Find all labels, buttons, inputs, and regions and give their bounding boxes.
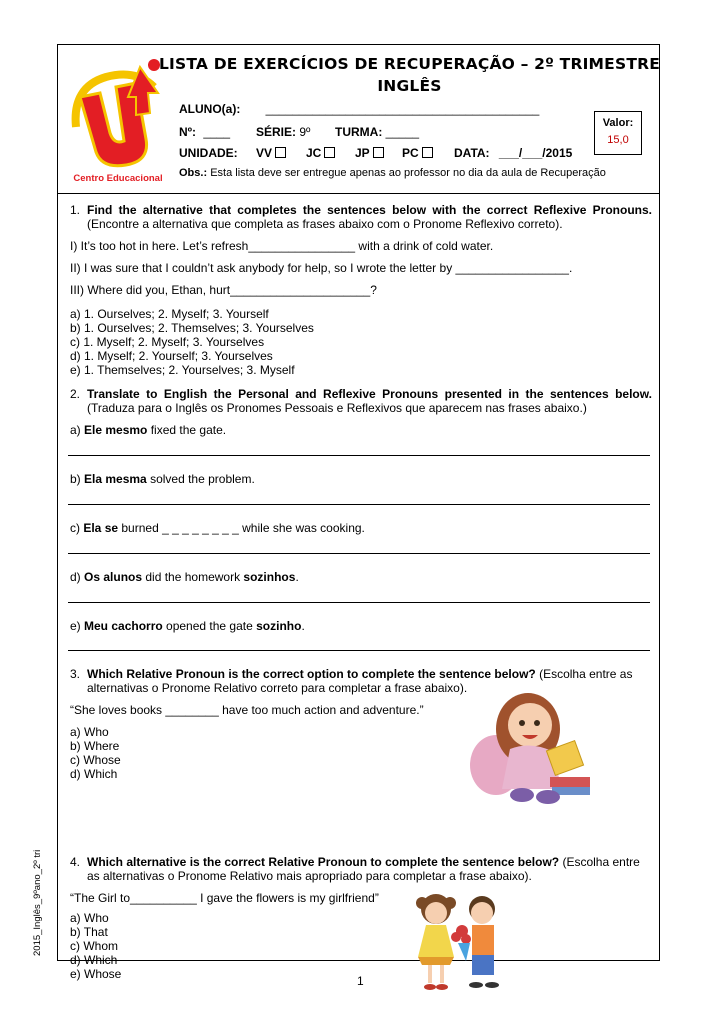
q4-option-c[interactable]: c) Whom: [70, 939, 118, 953]
q3-sentence: “She loves books ________ have too much action and adventure.”: [70, 703, 424, 717]
unit-option-vv[interactable]: VV: [256, 146, 286, 160]
q1-sentence-2: II) I was sure that I couldn’t ask anybody for help, so I wrote the letter by _________________.: [70, 261, 573, 275]
q4-option-a[interactable]: a) Who: [70, 911, 109, 925]
q4-prompt: Which alternative is the correct Relative Pronoun to complete the sentence below? (Escolha entre: [87, 855, 640, 869]
serie-label: SÉRIE:: [256, 125, 297, 139]
data-label: DATA:: [454, 146, 490, 160]
q2-item-b: b) Ela mesma solved the problem.: [70, 472, 255, 486]
q1-sentence-1: I) It’s too hot in here. Let’s refresh________________ with a drink of cold water.: [70, 239, 494, 253]
turma-row: [335, 125, 419, 139]
q3-number: 3.: [70, 667, 81, 681]
q1-option-b[interactable]: b) 1. Ourselves; 2. Themselves; 3. Yourselves: [70, 321, 314, 335]
q3-option-d[interactable]: d) Which: [70, 767, 118, 781]
kids-flowers-illustration: [400, 891, 520, 995]
checkbox-pc[interactable]: [422, 147, 433, 158]
aluno-field[interactable]: _________________________________________: [265, 102, 540, 116]
q4-option-b[interactable]: b) That: [70, 925, 108, 939]
unit-option-jp[interactable]: JP: [355, 146, 384, 160]
page-title: [158, 53, 661, 97]
answer-line-d[interactable]: [68, 602, 650, 603]
q1-option-e[interactable]: e) 1. Themselves; 2. Yourselves; 3. Myself: [70, 363, 295, 377]
q1-prompt: Find the alternative that completes the sentences below with the correct Reflexive Pronouns.: [87, 203, 652, 217]
q4-note: as alternativas o Pronome Relativo mais apropriado para completar a frase abaixo).: [87, 869, 532, 883]
title-line-1: LISTA DE EXERCÍCIOS DE RECUPERAÇÃO – 2º TRIMESTRE: [158, 55, 661, 73]
q1-option-a[interactable]: a) 1. Ourselves; 2. Myself; 3. Yourself: [70, 307, 269, 321]
numero-field[interactable]: ____: [203, 125, 231, 139]
page-number: 1: [357, 974, 364, 988]
turma-label: TURMA:: [335, 125, 383, 139]
girl-reading-illustration: [466, 685, 596, 809]
q4-sentence: “The Girl to__________ I gave the flowers is my girlfriend”: [70, 891, 379, 905]
answer-line-c[interactable]: [68, 553, 650, 554]
unit-option-pc[interactable]: PC: [402, 146, 433, 160]
valor-value: 15,0: [607, 134, 629, 146]
q1-note: (Encontre a alternativa que completa as frases abaixo com o Pronome Reflexivo correto).: [87, 217, 563, 231]
numero-label: Nº:: [179, 125, 197, 139]
checkbox-vv[interactable]: [275, 147, 286, 158]
svg-text:Centro Educacional: Centro Educacional: [73, 173, 163, 184]
data-field[interactable]: ___/___/2015: [498, 146, 573, 160]
title-line-2: INGLÊS: [377, 77, 442, 95]
answer-line-a[interactable]: [68, 455, 650, 456]
unit-option-jc[interactable]: JC: [306, 146, 335, 160]
numero-row: [179, 125, 230, 139]
school-logo: [66, 57, 170, 185]
side-file-label: 2015_Inglês_9ºano_2º tri: [32, 849, 43, 956]
q1-number: 1.: [70, 203, 81, 217]
q1-option-c[interactable]: c) 1. Myself; 2. Myself; 3. Yourselves: [70, 335, 265, 349]
checkbox-jp[interactable]: [373, 147, 384, 158]
q3-option-a[interactable]: a) Who: [70, 725, 109, 739]
turma-field[interactable]: _____: [385, 125, 420, 139]
q2-item-c: c) Ela se burned _ _ _ _ _ _ _ _ while she was cooking.: [70, 521, 365, 535]
obs-label: Obs.:: [179, 167, 208, 179]
q4-number: 4.: [70, 855, 81, 869]
valor-label: Valor:: [602, 117, 634, 129]
obs-text: Esta lista deve ser entregue apenas ao professor no dia da aula de Recuperação: [210, 167, 606, 179]
serie-row: [256, 125, 310, 139]
q3-option-b[interactable]: b) Where: [70, 739, 120, 753]
answer-line-e[interactable]: [68, 650, 650, 651]
answer-line-b[interactable]: [68, 504, 650, 505]
q3-prompt: Which Relative Pronoun is the correct option to complete the sentence below? (Escolha entre as: [87, 667, 633, 681]
unidade-label: UNIDADE:: [179, 146, 238, 160]
q1-option-d[interactable]: d) 1. Myself; 2. Yourself; 3. Yourselves: [70, 349, 273, 363]
q2-item-d: d) Os alunos did the homework sozinhos.: [70, 570, 299, 584]
valor-box: [594, 111, 642, 155]
q2-item-a: a) Ele mesmo fixed the gate.: [70, 423, 227, 437]
aluno-row: [179, 102, 539, 116]
header: [58, 45, 659, 194]
obs-row: [179, 167, 606, 179]
document-frame: [57, 44, 661, 981]
checkbox-jc[interactable]: [324, 147, 335, 158]
q3-note: alternativas o Pronome Relativo correto para completar a frase abaixo).: [87, 681, 468, 695]
q1-sentence-3: III) Where did you, Ethan, hurt_____________________?: [70, 283, 377, 297]
aluno-label: ALUNO(a):: [179, 102, 241, 116]
q4-option-d[interactable]: d) Which: [70, 953, 118, 967]
q2-number: 2.: [70, 387, 81, 401]
serie-value: 9º: [299, 125, 311, 139]
q3-option-c[interactable]: c) Whose: [70, 753, 121, 767]
q2-prompt: Translate to English the Personal and Reflexive Pronouns presented in the sentences below.: [87, 387, 652, 401]
data-row: [454, 146, 572, 160]
q2-item-e: e) Meu cachorro opened the gate sozinho.: [70, 619, 305, 633]
q4-option-e[interactable]: e) Whose: [70, 967, 122, 981]
q2-note: (Traduza para o Inglês os Pronomes Pessoais e Reflexivos que aparecem nas frases abaixo.): [87, 401, 587, 415]
